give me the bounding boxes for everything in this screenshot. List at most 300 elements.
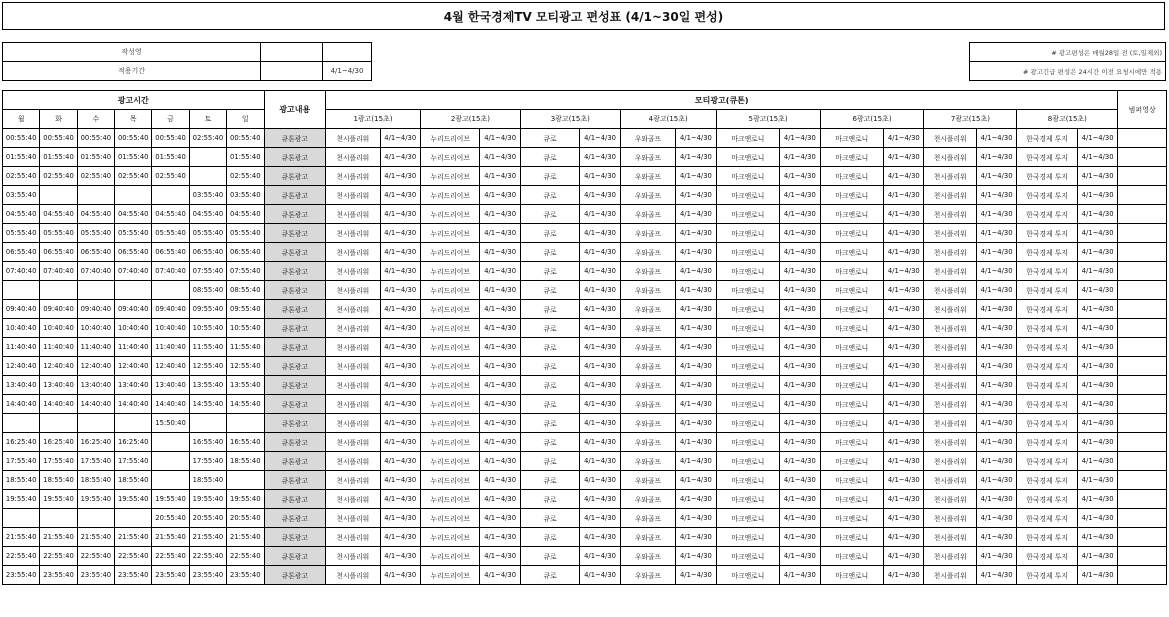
remarks-cell[interactable] [1118, 281, 1167, 300]
ad-name-cell[interactable]: 천시플리워 [326, 224, 381, 243]
ad-name-cell[interactable]: 누리드리이브 [420, 300, 480, 319]
ad-name-cell[interactable]: 우와골프 [620, 376, 676, 395]
time-cell[interactable]: 01:55:40 [227, 148, 264, 167]
ad-name-cell[interactable]: 누리드리이브 [420, 338, 480, 357]
ad-period-cell[interactable]: 4/1~4/30 [380, 205, 420, 224]
ad-period-cell[interactable]: 4/1~4/30 [780, 262, 820, 281]
ad-name-cell[interactable]: 마크앤로니 [716, 224, 780, 243]
ad-period-cell[interactable]: 4/1~4/30 [580, 452, 620, 471]
time-cell[interactable]: 06:55:40 [189, 243, 226, 262]
ad-period-cell[interactable]: 4/1~4/30 [884, 281, 924, 300]
ad-name-cell[interactable]: 한국경제 투지 [1017, 433, 1078, 452]
ad-period-cell[interactable]: 4/1~4/30 [1077, 566, 1118, 585]
time-cell[interactable]: 10:40:40 [115, 319, 152, 338]
ad-name-cell[interactable]: 마크앤로니 [716, 167, 780, 186]
ad-period-cell[interactable]: 4/1~4/30 [976, 528, 1016, 547]
ad-name-cell[interactable]: 천시플리워 [326, 338, 381, 357]
time-cell[interactable]: 04:55:40 [3, 205, 40, 224]
ad-period-cell[interactable]: 4/1~4/30 [884, 509, 924, 528]
ad-period-cell[interactable]: 4/1~4/30 [380, 376, 420, 395]
ad-period-cell[interactable]: 4/1~4/30 [1077, 224, 1118, 243]
content-cell[interactable]: 큐톤광고 [264, 566, 326, 585]
ad-period-cell[interactable]: 4/1~4/30 [580, 566, 620, 585]
content-cell[interactable]: 큐톤광고 [264, 414, 326, 433]
ad-name-cell[interactable]: 누리드리이브 [420, 129, 480, 148]
time-cell[interactable]: 03:55:40 [189, 186, 226, 205]
time-cell[interactable]: 11:40:40 [40, 338, 77, 357]
content-cell[interactable]: 큐톤광고 [264, 186, 326, 205]
time-cell[interactable]: 22:55:40 [115, 547, 152, 566]
ad-period-cell[interactable]: 4/1~4/30 [976, 547, 1016, 566]
content-cell[interactable]: 큐톤광고 [264, 243, 326, 262]
ad-period-cell[interactable]: 4/1~4/30 [480, 414, 520, 433]
ad-name-cell[interactable]: 마크앤로니 [716, 262, 780, 281]
ad-period-cell[interactable]: 4/1~4/30 [1077, 395, 1118, 414]
ad-name-cell[interactable]: 마크앤로니 [716, 243, 780, 262]
time-cell[interactable]: 14:40:40 [152, 395, 189, 414]
ad-period-cell[interactable]: 4/1~4/30 [480, 547, 520, 566]
ad-name-cell[interactable]: 마크앤로니 [820, 319, 884, 338]
content-cell[interactable]: 큐톤광고 [264, 262, 326, 281]
ad-period-cell[interactable]: 4/1~4/30 [884, 452, 924, 471]
ad-period-cell[interactable]: 4/1~4/30 [480, 186, 520, 205]
ad-name-cell[interactable]: 천시플리워 [326, 167, 381, 186]
time-cell[interactable]: 09:40:40 [77, 300, 114, 319]
ad-name-cell[interactable]: 한국경제 투지 [1017, 262, 1078, 281]
ad-period-cell[interactable]: 4/1~4/30 [780, 129, 820, 148]
ad-name-cell[interactable]: 천시플리워 [924, 281, 976, 300]
ad-period-cell[interactable]: 4/1~4/30 [884, 357, 924, 376]
ad-name-cell[interactable]: 마크앤로니 [820, 547, 884, 566]
ad-name-cell[interactable]: 큐로 [520, 281, 580, 300]
time-cell[interactable] [152, 281, 189, 300]
time-cell[interactable]: 07:40:40 [3, 262, 40, 281]
ad-name-cell[interactable]: 마크앤로니 [716, 490, 780, 509]
ad-period-cell[interactable]: 4/1~4/30 [884, 433, 924, 452]
ad-period-cell[interactable]: 4/1~4/30 [780, 186, 820, 205]
time-cell[interactable]: 14:55:40 [227, 395, 264, 414]
ad-period-cell[interactable]: 4/1~4/30 [676, 566, 716, 585]
ad-name-cell[interactable]: 큐로 [520, 452, 580, 471]
ad-period-cell[interactable]: 4/1~4/30 [884, 243, 924, 262]
time-cell[interactable]: 22:55:40 [77, 547, 114, 566]
time-cell[interactable]: 05:55:40 [227, 224, 264, 243]
ad-period-cell[interactable]: 4/1~4/30 [780, 376, 820, 395]
ad-name-cell[interactable]: 마크앤로니 [820, 357, 884, 376]
ad-name-cell[interactable]: 마크앤로니 [716, 129, 780, 148]
time-cell[interactable]: 10:55:40 [189, 319, 226, 338]
ad-period-cell[interactable]: 4/1~4/30 [480, 490, 520, 509]
time-cell[interactable]: 16:25:40 [77, 433, 114, 452]
ad-period-cell[interactable]: 4/1~4/30 [780, 319, 820, 338]
ad-period-cell[interactable]: 4/1~4/30 [976, 338, 1016, 357]
ad-period-cell[interactable]: 4/1~4/30 [780, 490, 820, 509]
ad-period-cell[interactable]: 4/1~4/30 [780, 338, 820, 357]
ad-name-cell[interactable]: 천시플리워 [924, 205, 976, 224]
remarks-cell[interactable] [1118, 509, 1167, 528]
ad-period-cell[interactable]: 4/1~4/30 [1077, 528, 1118, 547]
ad-period-cell[interactable]: 4/1~4/30 [580, 186, 620, 205]
ad-name-cell[interactable]: 누리드리이브 [420, 395, 480, 414]
ad-name-cell[interactable]: 천시플리워 [326, 547, 381, 566]
remarks-cell[interactable] [1118, 129, 1167, 148]
ad-name-cell[interactable]: 천시플리워 [924, 376, 976, 395]
ad-period-cell[interactable]: 4/1~4/30 [676, 205, 716, 224]
ad-period-cell[interactable]: 4/1~4/30 [1077, 319, 1118, 338]
ad-period-cell[interactable]: 4/1~4/30 [580, 547, 620, 566]
time-cell[interactable] [115, 509, 152, 528]
content-cell[interactable]: 큐톤광고 [264, 338, 326, 357]
time-cell[interactable]: 00:55:40 [152, 129, 189, 148]
ad-name-cell[interactable]: 천시플리워 [924, 414, 976, 433]
ad-name-cell[interactable]: 누리드리이브 [420, 376, 480, 395]
ad-name-cell[interactable]: 우와골프 [620, 509, 676, 528]
ad-period-cell[interactable]: 4/1~4/30 [676, 186, 716, 205]
ad-name-cell[interactable]: 천시플리워 [924, 186, 976, 205]
time-cell[interactable]: 23:55:40 [152, 566, 189, 585]
time-cell[interactable]: 19:55:40 [3, 490, 40, 509]
ad-period-cell[interactable]: 4/1~4/30 [780, 414, 820, 433]
ad-name-cell[interactable]: 마크앤로니 [820, 300, 884, 319]
ad-name-cell[interactable]: 천시플리워 [924, 243, 976, 262]
ad-period-cell[interactable]: 4/1~4/30 [884, 338, 924, 357]
ad-name-cell[interactable]: 우와골프 [620, 281, 676, 300]
ad-name-cell[interactable]: 천시플리워 [326, 319, 381, 338]
time-cell[interactable] [40, 509, 77, 528]
ad-name-cell[interactable]: 누리드리이브 [420, 414, 480, 433]
ad-name-cell[interactable]: 천시플리워 [924, 433, 976, 452]
time-cell[interactable]: 19:55:40 [115, 490, 152, 509]
time-cell[interactable]: 00:55:40 [3, 129, 40, 148]
ad-period-cell[interactable]: 4/1~4/30 [480, 509, 520, 528]
ad-period-cell[interactable]: 4/1~4/30 [676, 509, 716, 528]
ad-period-cell[interactable]: 4/1~4/30 [580, 224, 620, 243]
time-cell[interactable]: 16:25:40 [115, 433, 152, 452]
ad-name-cell[interactable]: 마크앤로니 [716, 566, 780, 585]
time-cell[interactable]: 07:40:40 [152, 262, 189, 281]
ad-name-cell[interactable]: 마크앤로니 [820, 224, 884, 243]
ad-name-cell[interactable]: 우와골프 [620, 262, 676, 281]
ad-name-cell[interactable]: 마크앤로니 [820, 262, 884, 281]
ad-name-cell[interactable]: 큐로 [520, 395, 580, 414]
time-cell[interactable] [40, 186, 77, 205]
time-cell[interactable] [227, 414, 264, 433]
ad-name-cell[interactable]: 한국경제 투지 [1017, 148, 1078, 167]
ad-name-cell[interactable]: 누리드리이브 [420, 243, 480, 262]
time-cell[interactable]: 23:55:40 [3, 566, 40, 585]
ad-name-cell[interactable]: 한국경제 투지 [1017, 566, 1078, 585]
ad-name-cell[interactable]: 천시플리워 [326, 566, 381, 585]
time-cell[interactable]: 01:55:40 [77, 148, 114, 167]
ad-period-cell[interactable]: 4/1~4/30 [676, 243, 716, 262]
ad-name-cell[interactable]: 천시플리워 [924, 566, 976, 585]
remarks-cell[interactable] [1118, 357, 1167, 376]
ad-name-cell[interactable]: 마크앤로니 [716, 433, 780, 452]
time-cell[interactable] [115, 414, 152, 433]
ad-name-cell[interactable]: 천시플리워 [924, 547, 976, 566]
ad-name-cell[interactable]: 마크앤로니 [820, 490, 884, 509]
ad-period-cell[interactable]: 4/1~4/30 [676, 528, 716, 547]
time-cell[interactable]: 10:40:40 [3, 319, 40, 338]
time-cell[interactable]: 23:55:40 [189, 566, 226, 585]
ad-name-cell[interactable]: 마크앤로니 [716, 471, 780, 490]
ad-period-cell[interactable]: 4/1~4/30 [480, 243, 520, 262]
ad-period-cell[interactable]: 4/1~4/30 [380, 547, 420, 566]
time-cell[interactable]: 03:55:40 [227, 186, 264, 205]
time-cell[interactable] [77, 186, 114, 205]
content-cell[interactable]: 큐톤광고 [264, 319, 326, 338]
time-cell[interactable]: 13:40:40 [3, 376, 40, 395]
ad-period-cell[interactable]: 4/1~4/30 [780, 148, 820, 167]
time-cell[interactable]: 13:55:40 [227, 376, 264, 395]
ad-period-cell[interactable]: 4/1~4/30 [1077, 186, 1118, 205]
content-cell[interactable]: 큐톤광고 [264, 490, 326, 509]
ad-name-cell[interactable]: 한국경제 투지 [1017, 528, 1078, 547]
ad-period-cell[interactable]: 4/1~4/30 [676, 148, 716, 167]
time-cell[interactable]: 11:40:40 [3, 338, 40, 357]
time-cell[interactable] [189, 167, 226, 186]
ad-period-cell[interactable]: 4/1~4/30 [780, 357, 820, 376]
time-cell[interactable]: 09:55:40 [189, 300, 226, 319]
time-cell[interactable]: 17:55:40 [115, 452, 152, 471]
content-cell[interactable]: 큐톤광고 [264, 509, 326, 528]
time-cell[interactable]: 04:55:40 [77, 205, 114, 224]
ad-name-cell[interactable]: 천시플리워 [326, 300, 381, 319]
ad-name-cell[interactable]: 누리드리이브 [420, 528, 480, 547]
ad-period-cell[interactable]: 4/1~4/30 [1077, 490, 1118, 509]
time-cell[interactable]: 16:25:40 [3, 433, 40, 452]
time-cell[interactable]: 11:40:40 [115, 338, 152, 357]
ad-period-cell[interactable]: 4/1~4/30 [580, 338, 620, 357]
ad-name-cell[interactable]: 마크앤로니 [820, 186, 884, 205]
time-cell[interactable]: 07:40:40 [115, 262, 152, 281]
time-cell[interactable]: 12:40:40 [152, 357, 189, 376]
ad-name-cell[interactable]: 마크앤로니 [716, 414, 780, 433]
ad-name-cell[interactable]: 우와골프 [620, 167, 676, 186]
ad-name-cell[interactable]: 큐로 [520, 471, 580, 490]
ad-period-cell[interactable]: 4/1~4/30 [380, 528, 420, 547]
ad-period-cell[interactable]: 4/1~4/30 [1077, 148, 1118, 167]
ad-name-cell[interactable]: 우와골프 [620, 566, 676, 585]
ad-period-cell[interactable]: 4/1~4/30 [480, 129, 520, 148]
time-cell[interactable] [115, 281, 152, 300]
ad-period-cell[interactable]: 4/1~4/30 [580, 490, 620, 509]
time-cell[interactable]: 05:55:40 [77, 224, 114, 243]
time-cell[interactable] [3, 281, 40, 300]
ad-period-cell[interactable]: 4/1~4/30 [480, 357, 520, 376]
time-cell[interactable]: 09:55:40 [227, 300, 264, 319]
ad-period-cell[interactable]: 4/1~4/30 [480, 262, 520, 281]
time-cell[interactable]: 02:55:40 [115, 167, 152, 186]
ad-name-cell[interactable]: 한국경제 투지 [1017, 338, 1078, 357]
ad-period-cell[interactable]: 4/1~4/30 [1077, 471, 1118, 490]
content-cell[interactable]: 큐톤광고 [264, 148, 326, 167]
time-cell[interactable]: 04:55:40 [189, 205, 226, 224]
ad-name-cell[interactable]: 마크앤로니 [820, 129, 884, 148]
ad-name-cell[interactable]: 우와골프 [620, 205, 676, 224]
ad-name-cell[interactable]: 한국경제 투지 [1017, 547, 1078, 566]
time-cell[interactable]: 03:55:40 [3, 186, 40, 205]
ad-period-cell[interactable]: 4/1~4/30 [1077, 452, 1118, 471]
remarks-cell[interactable] [1118, 471, 1167, 490]
ad-name-cell[interactable]: 누리드리이브 [420, 509, 480, 528]
time-cell[interactable]: 00:55:40 [40, 129, 77, 148]
ad-period-cell[interactable]: 4/1~4/30 [976, 167, 1016, 186]
time-cell[interactable]: 18:55:40 [40, 471, 77, 490]
remarks-cell[interactable] [1118, 566, 1167, 585]
ad-period-cell[interactable]: 4/1~4/30 [580, 414, 620, 433]
ad-name-cell[interactable]: 우와골프 [620, 300, 676, 319]
ad-name-cell[interactable]: 큐로 [520, 547, 580, 566]
ad-name-cell[interactable]: 마크앤로니 [716, 547, 780, 566]
ad-period-cell[interactable]: 4/1~4/30 [676, 129, 716, 148]
ad-name-cell[interactable]: 천시플리워 [326, 528, 381, 547]
ad-name-cell[interactable]: 한국경제 투지 [1017, 376, 1078, 395]
ad-name-cell[interactable]: 한국경제 투지 [1017, 452, 1078, 471]
ad-period-cell[interactable]: 4/1~4/30 [780, 433, 820, 452]
ad-period-cell[interactable]: 4/1~4/30 [676, 414, 716, 433]
ad-period-cell[interactable]: 4/1~4/30 [976, 262, 1016, 281]
time-cell[interactable] [77, 414, 114, 433]
ad-period-cell[interactable]: 4/1~4/30 [976, 433, 1016, 452]
ad-name-cell[interactable]: 큐로 [520, 509, 580, 528]
time-cell[interactable]: 23:55:40 [115, 566, 152, 585]
ad-name-cell[interactable]: 천시플리워 [924, 300, 976, 319]
time-cell[interactable]: 14:55:40 [189, 395, 226, 414]
ad-name-cell[interactable]: 마크앤로니 [820, 471, 884, 490]
ad-period-cell[interactable]: 4/1~4/30 [380, 490, 420, 509]
ad-name-cell[interactable]: 한국경제 투지 [1017, 509, 1078, 528]
ad-period-cell[interactable]: 4/1~4/30 [676, 319, 716, 338]
ad-name-cell[interactable]: 누리드리이브 [420, 319, 480, 338]
time-cell[interactable]: 11:40:40 [152, 338, 189, 357]
ad-name-cell[interactable]: 마크앤로니 [716, 300, 780, 319]
ad-period-cell[interactable]: 4/1~4/30 [1077, 243, 1118, 262]
remarks-cell[interactable] [1118, 528, 1167, 547]
time-cell[interactable]: 05:55:40 [189, 224, 226, 243]
ad-name-cell[interactable]: 누리드리이브 [420, 452, 480, 471]
time-cell[interactable]: 06:55:40 [40, 243, 77, 262]
time-cell[interactable]: 18:55:40 [77, 471, 114, 490]
ad-period-cell[interactable]: 4/1~4/30 [780, 471, 820, 490]
ad-period-cell[interactable]: 4/1~4/30 [884, 471, 924, 490]
time-cell[interactable]: 13:40:40 [152, 376, 189, 395]
remarks-cell[interactable] [1118, 376, 1167, 395]
ad-name-cell[interactable]: 천시플리워 [924, 471, 976, 490]
ad-name-cell[interactable]: 누리드리이브 [420, 471, 480, 490]
ad-period-cell[interactable]: 4/1~4/30 [884, 547, 924, 566]
ad-name-cell[interactable]: 큐로 [520, 224, 580, 243]
ad-period-cell[interactable]: 4/1~4/30 [884, 186, 924, 205]
time-cell[interactable]: 11:55:40 [227, 338, 264, 357]
ad-name-cell[interactable]: 큐로 [520, 243, 580, 262]
author-value[interactable] [261, 43, 323, 62]
time-cell[interactable]: 05:55:40 [115, 224, 152, 243]
ad-name-cell[interactable]: 마크앤로니 [820, 528, 884, 547]
ad-period-cell[interactable]: 4/1~4/30 [780, 300, 820, 319]
remarks-cell[interactable] [1118, 433, 1167, 452]
ad-name-cell[interactable]: 천시플리워 [326, 414, 381, 433]
ad-period-cell[interactable]: 4/1~4/30 [676, 167, 716, 186]
time-cell[interactable]: 09:40:40 [152, 300, 189, 319]
ad-period-cell[interactable]: 4/1~4/30 [976, 224, 1016, 243]
time-cell[interactable]: 11:40:40 [77, 338, 114, 357]
time-cell[interactable]: 00:55:40 [227, 129, 264, 148]
ad-period-cell[interactable]: 4/1~4/30 [580, 376, 620, 395]
time-cell[interactable]: 21:55:40 [227, 528, 264, 547]
ad-period-cell[interactable]: 4/1~4/30 [380, 357, 420, 376]
ad-period-cell[interactable]: 4/1~4/30 [380, 262, 420, 281]
time-cell[interactable]: 18:55:40 [3, 471, 40, 490]
content-cell[interactable]: 큐톤광고 [264, 300, 326, 319]
ad-period-cell[interactable]: 4/1~4/30 [884, 167, 924, 186]
ad-period-cell[interactable]: 4/1~4/30 [780, 509, 820, 528]
ad-name-cell[interactable]: 우와골프 [620, 243, 676, 262]
time-cell[interactable]: 12:55:40 [189, 357, 226, 376]
time-cell[interactable]: 04:55:40 [152, 205, 189, 224]
ad-period-cell[interactable]: 4/1~4/30 [1077, 300, 1118, 319]
ad-period-cell[interactable]: 4/1~4/30 [380, 452, 420, 471]
ad-name-cell[interactable]: 우와골프 [620, 395, 676, 414]
ad-name-cell[interactable]: 천시플리워 [326, 433, 381, 452]
time-cell[interactable]: 09:40:40 [3, 300, 40, 319]
ad-period-cell[interactable]: 4/1~4/30 [1077, 281, 1118, 300]
time-cell[interactable] [152, 452, 189, 471]
ad-name-cell[interactable]: 우와골프 [620, 319, 676, 338]
ad-name-cell[interactable]: 천시플리워 [326, 509, 381, 528]
ad-name-cell[interactable]: 누리드리이브 [420, 433, 480, 452]
ad-name-cell[interactable]: 큐로 [520, 357, 580, 376]
ad-period-cell[interactable]: 4/1~4/30 [976, 319, 1016, 338]
ad-period-cell[interactable]: 4/1~4/30 [976, 452, 1016, 471]
ad-period-cell[interactable]: 4/1~4/30 [380, 243, 420, 262]
ad-period-cell[interactable]: 4/1~4/30 [884, 224, 924, 243]
ad-period-cell[interactable]: 4/1~4/30 [780, 167, 820, 186]
ad-period-cell[interactable]: 4/1~4/30 [580, 205, 620, 224]
ad-name-cell[interactable]: 마크앤로니 [820, 509, 884, 528]
time-cell[interactable]: 02:55:40 [77, 167, 114, 186]
ad-period-cell[interactable]: 4/1~4/30 [676, 490, 716, 509]
ad-name-cell[interactable]: 큐로 [520, 566, 580, 585]
ad-name-cell[interactable]: 큐로 [520, 129, 580, 148]
content-cell[interactable]: 큐톤광고 [264, 452, 326, 471]
ad-period-cell[interactable]: 4/1~4/30 [884, 129, 924, 148]
ad-period-cell[interactable]: 4/1~4/30 [480, 300, 520, 319]
ad-period-cell[interactable]: 4/1~4/30 [480, 376, 520, 395]
ad-period-cell[interactable]: 4/1~4/30 [884, 148, 924, 167]
time-cell[interactable]: 20:55:40 [227, 509, 264, 528]
ad-period-cell[interactable]: 4/1~4/30 [976, 243, 1016, 262]
ad-name-cell[interactable]: 마크앤로니 [820, 433, 884, 452]
time-cell[interactable] [3, 509, 40, 528]
ad-name-cell[interactable]: 큐로 [520, 490, 580, 509]
ad-period-cell[interactable]: 4/1~4/30 [676, 433, 716, 452]
time-cell[interactable]: 01:55:40 [152, 148, 189, 167]
time-cell[interactable] [189, 148, 226, 167]
ad-period-cell[interactable]: 4/1~4/30 [480, 395, 520, 414]
ad-period-cell[interactable]: 4/1~4/30 [884, 528, 924, 547]
ad-name-cell[interactable]: 큐로 [520, 528, 580, 547]
remarks-cell[interactable] [1118, 224, 1167, 243]
ad-name-cell[interactable]: 우와골프 [620, 357, 676, 376]
ad-name-cell[interactable]: 큐로 [520, 300, 580, 319]
ad-period-cell[interactable]: 4/1~4/30 [1077, 376, 1118, 395]
ad-period-cell[interactable]: 4/1~4/30 [380, 338, 420, 357]
ad-period-cell[interactable]: 4/1~4/30 [380, 395, 420, 414]
content-cell[interactable]: 큐톤광고 [264, 528, 326, 547]
ad-period-cell[interactable]: 4/1~4/30 [380, 319, 420, 338]
time-cell[interactable]: 22:55:40 [227, 547, 264, 566]
